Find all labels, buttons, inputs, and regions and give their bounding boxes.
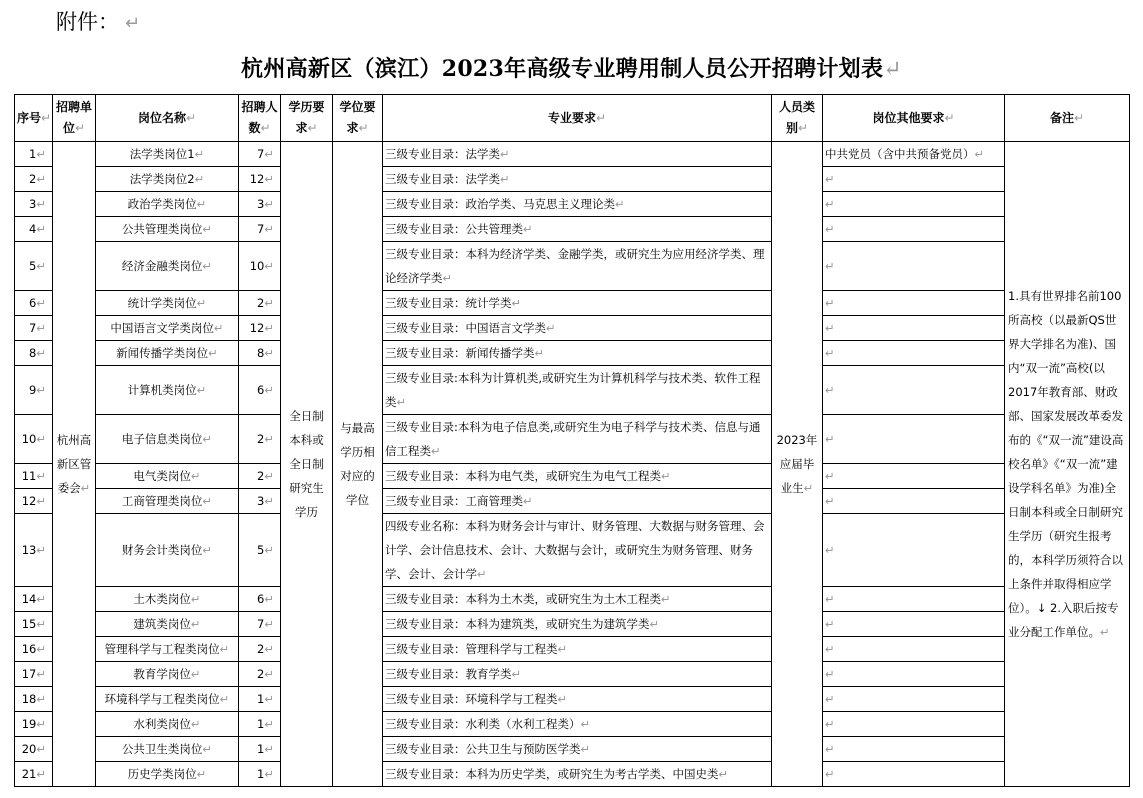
row-seq: 11↵	[15, 464, 53, 489]
row-major-requirement: 三级专业目录：本科为电气类，或研究生为电气工程类↵	[383, 464, 772, 489]
row-count: 1↵	[239, 737, 281, 762]
row-seq: 18↵	[15, 687, 53, 712]
row-count: 2↵	[239, 415, 281, 464]
row-count: 1↵	[239, 687, 281, 712]
row-major-requirement: 三级专业目录：法学类↵	[383, 167, 772, 192]
table-row	[15, 489, 1130, 514]
row-seq: 3↵	[15, 192, 53, 217]
row-post-name: 工商管理类岗位↵	[96, 489, 239, 514]
row-count: 2↵	[239, 637, 281, 662]
row-seq: 12↵	[15, 489, 53, 514]
row-other-requirement: ↵	[823, 587, 1005, 612]
row-post-name: 教育学岗位↵	[96, 662, 239, 687]
row-seq: 6↵	[15, 291, 53, 316]
header-row	[15, 95, 1130, 142]
table-row	[15, 242, 1130, 291]
row-other-requirement: ↵	[823, 489, 1005, 514]
row-major-requirement: 三级专业目录：新闻传播学类↵	[383, 341, 772, 366]
row-major-requirement: 三级专业目录：法学类↵	[383, 142, 772, 167]
row-major-requirement: 四级专业名称：本科为财务会计与审计、财务管理、大数据与财务管理、会计学、会计信息技术、会计、大数据与会计，或研究生为财务管理、财务学、会计、会计学↵	[383, 514, 772, 587]
page-title	[0, 52, 1143, 83]
row-post-name: 新闻传播学类岗位↵	[96, 341, 239, 366]
row-other-requirement: ↵	[823, 662, 1005, 687]
row-other-requirement: ↵	[823, 242, 1005, 291]
row-other-requirement: ↵	[823, 291, 1005, 316]
row-post-name: 计算机类岗位↵	[96, 366, 239, 415]
row-seq: 4↵	[15, 217, 53, 242]
row-count: 2↵	[239, 464, 281, 489]
row-major-requirement: 三级专业目录：政治学类、马克思主义理论类↵	[383, 192, 772, 217]
row-count: 1↵	[239, 712, 281, 737]
row-count: 6↵	[239, 366, 281, 415]
row-other-requirement: ↵	[823, 637, 1005, 662]
row-other-requirement: ↵	[823, 612, 1005, 637]
row-seq: 2↵	[15, 167, 53, 192]
row-other-requirement: ↵	[823, 415, 1005, 464]
remarks: 1.具有世界排名前100所高校（以最新QS世界大学排名为准)、国内“双一流”高校(以2017年教育部、财政部、国家发展改革委发布的《“双一流”建设高校名单》《“双一流”建设学科名单》为准)全日制本科或全日制研究生学历（研究生报考的，本科学历须符合以上条件并取得相应学位）。↓ 2.入职后按专业分配工作单位。↵	[1005, 142, 1130, 787]
table-row	[15, 514, 1130, 587]
row-seq: 13↵	[15, 514, 53, 587]
row-major-requirement: 三级专业目录：统计学类↵	[383, 291, 772, 316]
row-major-requirement: 三级专业目录：本科为建筑类，或研究生为建筑学类↵	[383, 612, 772, 637]
title-return-mark: ↵	[883, 57, 902, 82]
row-count: 8↵	[239, 341, 281, 366]
row-post-name: 法学类岗位1↵	[96, 142, 239, 167]
row-count: 2↵	[239, 291, 281, 316]
row-post-name: 电子信息类岗位↵	[96, 415, 239, 464]
row-major-requirement: 三级专业目录：中国语言文学类↵	[383, 316, 772, 341]
row-seq: 16↵	[15, 637, 53, 662]
row-seq: 7↵	[15, 316, 53, 341]
row-major-requirement: 三级专业目录：教育学类↵	[383, 662, 772, 687]
row-count: 12↵	[239, 316, 281, 341]
table-row	[15, 316, 1130, 341]
row-other-requirement: ↵	[823, 687, 1005, 712]
row-post-name: 政治学类岗位↵	[96, 192, 239, 217]
header-edu: 学历要求↵	[281, 95, 333, 142]
row-post-name: 土木类岗位↵	[96, 587, 239, 612]
table-row	[15, 291, 1130, 316]
row-count: 1↵	[239, 762, 281, 787]
row-count: 3↵	[239, 489, 281, 514]
row-other-requirement: ↵	[823, 341, 1005, 366]
table-row	[15, 142, 1130, 167]
recruitment-plan-table	[14, 94, 1130, 787]
row-count: 2↵	[239, 662, 281, 687]
row-post-name: 经济金融类岗位↵	[96, 242, 239, 291]
row-count: 10↵	[239, 242, 281, 291]
table-row	[15, 662, 1130, 687]
row-count: 3↵	[239, 192, 281, 217]
row-other-requirement: ↵	[823, 192, 1005, 217]
row-seq: 1↵	[15, 142, 53, 167]
row-other-requirement: 中共党员（含中共预备党员）↵	[823, 142, 1005, 167]
row-post-name: 管理科学与工程类岗位↵	[96, 637, 239, 662]
table-row	[15, 737, 1130, 762]
attachment-text: 附件：	[56, 10, 119, 34]
table-row	[15, 612, 1130, 637]
row-major-requirement: 三级专业目录：管理科学与工程类↵	[383, 637, 772, 662]
row-seq: 21↵	[15, 762, 53, 787]
table-row	[15, 415, 1130, 464]
table-row	[15, 192, 1130, 217]
row-seq: 8↵	[15, 341, 53, 366]
row-other-requirement: ↵	[823, 712, 1005, 737]
row-other-requirement: ↵	[823, 737, 1005, 762]
row-major-requirement: 三级专业目录：本科为土木类，或研究生为土木工程类↵	[383, 587, 772, 612]
row-seq: 20↵	[15, 737, 53, 762]
education-requirement: 全日制本科或全日制研究生学历	[281, 142, 333, 787]
row-other-requirement: ↵	[823, 316, 1005, 341]
row-seq: 19↵	[15, 712, 53, 737]
table-row	[15, 217, 1130, 242]
row-post-name: 建筑类岗位↵	[96, 612, 239, 637]
row-seq: 10↵	[15, 415, 53, 464]
table-row	[15, 167, 1130, 192]
row-count: 5↵	[239, 514, 281, 587]
row-post-name: 电气类岗位↵	[96, 464, 239, 489]
row-other-requirement: ↵	[823, 366, 1005, 415]
row-post-name: 中国语言文学类岗位↵	[96, 316, 239, 341]
attachment-label	[56, 6, 140, 36]
row-seq: 17↵	[15, 662, 53, 687]
row-major-requirement: 三级专业目录：本科为历史学类，或研究生为考古学类、中国史类↵	[383, 762, 772, 787]
row-other-requirement: ↵	[823, 762, 1005, 787]
row-post-name: 公共管理类岗位↵	[96, 217, 239, 242]
row-seq: 14↵	[15, 587, 53, 612]
row-count: 7↵	[239, 217, 281, 242]
row-seq: 9↵	[15, 366, 53, 415]
table-row	[15, 762, 1130, 787]
row-post-name: 统计学类岗位↵	[96, 291, 239, 316]
header-seq: 序号↵	[15, 95, 53, 142]
table-row	[15, 637, 1130, 662]
row-major-requirement: 三级专业目录：工商管理类↵	[383, 489, 772, 514]
row-other-requirement: ↵	[823, 167, 1005, 192]
row-count: 7↵	[239, 612, 281, 637]
row-major-requirement: 三级专业目录：公共管理类↵	[383, 217, 772, 242]
row-other-requirement: ↵	[823, 217, 1005, 242]
row-other-requirement: ↵	[823, 514, 1005, 587]
row-count: 6↵	[239, 587, 281, 612]
table-row	[15, 712, 1130, 737]
row-other-requirement: ↵	[823, 464, 1005, 489]
header-note: 备注↵	[1005, 95, 1130, 142]
table-row	[15, 464, 1130, 489]
header-category: 人员类别↵	[772, 95, 823, 142]
header-unit: 招聘单位↵	[53, 95, 96, 142]
header-major: 专业要求↵	[383, 95, 772, 142]
row-seq: 15↵	[15, 612, 53, 637]
row-post-name: 历史学类岗位↵	[96, 762, 239, 787]
row-major-requirement: 三级专业目录:本科为计算机类,或研究生为计算机科学与技术类、软件工程类↵	[383, 366, 772, 415]
row-major-requirement: 三级专业目录：公共卫生与预防医学类↵	[383, 737, 772, 762]
row-major-requirement: 三级专业目录：本科为经济学类、金融学类，或研究生为应用经济学类、理论经济学类↵	[383, 242, 772, 291]
table-row	[15, 366, 1130, 415]
header-count: 招聘人数↵	[239, 95, 281, 142]
degree-requirement: 与最高学历相对应的学位	[333, 142, 383, 787]
row-major-requirement: 三级专业目录:本科为电子信息类,或研究生为电子科学与技术类、信息与通信工程类↵	[383, 415, 772, 464]
row-post-name: 公共卫生类岗位↵	[96, 737, 239, 762]
row-seq: 5↵	[15, 242, 53, 291]
row-count: 7↵	[239, 142, 281, 167]
row-post-name: 法学类岗位2↵	[96, 167, 239, 192]
row-post-name: 环境科学与工程类岗位↵	[96, 687, 239, 712]
row-count: 12↵	[239, 167, 281, 192]
table-row	[15, 687, 1130, 712]
table-row	[15, 587, 1130, 612]
row-post-name: 财务会计类岗位↵	[96, 514, 239, 587]
recruiting-unit: 杭州高新区管委会↵	[53, 142, 96, 787]
header-other: 岗位其他要求↵	[823, 95, 1005, 142]
header-post: 岗位名称↵	[96, 95, 239, 142]
row-post-name: 水利类岗位↵	[96, 712, 239, 737]
row-major-requirement: 三级专业目录：水利类（水利工程类）↵	[383, 712, 772, 737]
table-row	[15, 341, 1130, 366]
table-body	[15, 142, 1130, 787]
header-degree: 学位要求↵	[333, 95, 383, 142]
return-mark: ↵	[125, 13, 141, 34]
row-major-requirement: 三级专业目录：环境科学与工程类↵	[383, 687, 772, 712]
title-text: 杭州高新区（滨江）2023年高级专业聘用制人员公开招聘计划表	[241, 56, 884, 82]
personnel-category: 2023年应届毕业生↵	[772, 142, 823, 787]
